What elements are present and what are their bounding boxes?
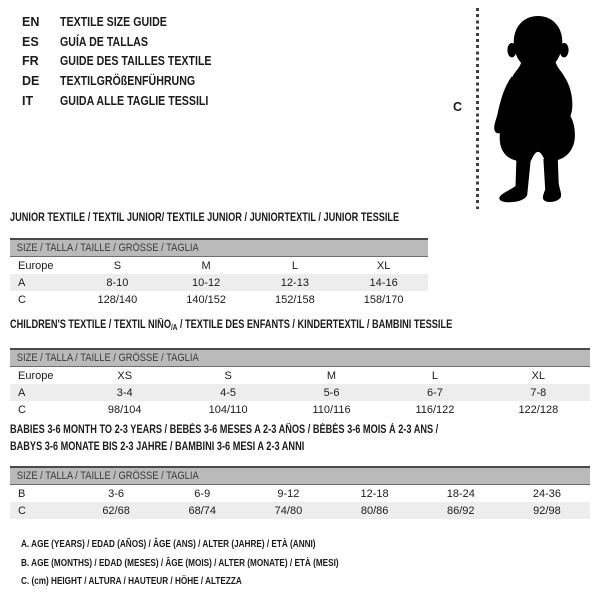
junior-size-table <box>10 238 428 308</box>
children-title-post: / TEXTILE DES ENFANTS / KINDERTEXTIL / BAMBINI TESSILE <box>177 319 453 331</box>
size-cell: 5-6 <box>323 386 340 399</box>
size-cell: 3-4 <box>116 386 133 399</box>
measure-c-label: C <box>453 100 463 114</box>
height-dotted-line <box>476 8 479 209</box>
table-row <box>10 401 590 418</box>
language-label: GUÍA DE TALLAS <box>60 34 148 49</box>
table-row <box>10 502 590 519</box>
size-cell: 74/80 <box>274 504 303 517</box>
children-title-sub: /A <box>170 323 178 332</box>
table-row <box>10 485 590 502</box>
size-cell: S <box>224 369 232 382</box>
size-cell: 14-16 <box>369 276 398 289</box>
language-row <box>22 91 238 111</box>
language-code: ES <box>22 34 39 49</box>
legend-note-text: A. AGE (YEARS) / EDAD (AÑOS) / ÂGE (ANS) / ALTER (JAHRE) / ETÀ (ANNI) <box>21 538 316 551</box>
row-label: C <box>18 504 26 517</box>
language-code: IT <box>22 93 34 108</box>
size-cell: 68/74 <box>188 504 217 517</box>
language-label: GUIDA ALLE TAGLIE TESSILI <box>60 93 209 108</box>
size-band-label: SIZE / TALLA / TAILLE / GRÖSSE / TAGLIA <box>16 470 199 482</box>
language-row <box>22 32 238 52</box>
language-list <box>22 12 238 110</box>
size-cell: 6-9 <box>194 487 211 500</box>
size-cell: 152/158 <box>274 293 315 306</box>
babies-size-table <box>10 466 590 519</box>
size-cell: 62/68 <box>102 504 130 517</box>
legend-note-text: B. AGE (MONTHS) / EDAD (MESES) / ÂGE (MOIS) / ALTER (MONATE) / ETÀ (MESI) <box>21 556 339 569</box>
row-label: C <box>18 293 26 306</box>
size-cell: 104/110 <box>208 403 248 416</box>
row-label: C <box>18 403 26 416</box>
size-cell: 116/122 <box>415 403 455 416</box>
junior-title-text: JUNIOR TEXTILE / TEXTIL JUNIOR/ TEXTILE JUNIOR / JUNIORTEXTIL / JUNIOR TESSILE <box>10 212 400 224</box>
size-cell: 110/116 <box>312 403 351 416</box>
junior-table-title <box>10 210 399 227</box>
legend-note-text: C. (cm) HEIGHT / ALTURA / HAUTEUR / HÖHE / ALTEZZA <box>21 575 242 588</box>
size-cell: L <box>291 259 298 272</box>
row-label: Europe <box>18 259 54 272</box>
legend-note <box>21 572 428 591</box>
size-cell: S <box>113 259 122 272</box>
babies-title-line1: BABIES 3-6 MONTH TO 2-3 YEARS / BEBÉS 3-6 MESES A 2-3 AÑOS / BÉBÉS 3-6 MOIS À 2-3 ANS / <box>10 424 439 436</box>
size-cell: 158/170 <box>363 293 404 306</box>
size-band-label: SIZE / TALLA / TAILLE / GRÖSSE / TAGLIA <box>16 352 199 364</box>
language-row <box>22 51 238 71</box>
size-cell: M <box>201 259 211 272</box>
children-table-title <box>10 317 452 337</box>
table-row <box>10 274 428 291</box>
row-label: B <box>18 487 26 500</box>
table-row <box>10 291 428 308</box>
language-label: TEXTILGRÖßENFÜHRUNG <box>60 73 196 88</box>
size-cell: 3-6 <box>108 487 125 500</box>
size-cell: 18-24 <box>446 487 475 500</box>
size-cell: 80/86 <box>360 504 389 517</box>
size-cell: XL <box>376 259 391 272</box>
language-code: EN <box>22 14 40 29</box>
language-label: GUIDE DES TAILLES TEXTILE <box>60 54 212 69</box>
row-label: A <box>18 276 26 289</box>
size-cell: 9-12 <box>277 487 300 500</box>
size-cell: M <box>326 369 337 382</box>
size-cell: XS <box>117 369 133 382</box>
size-cell: 86/92 <box>447 504 475 517</box>
row-label: Europe <box>18 369 54 382</box>
size-cell: 6-7 <box>426 386 443 399</box>
size-cell: 128/140 <box>97 293 138 306</box>
size-band <box>10 238 428 257</box>
size-figure <box>440 2 598 217</box>
children-size-table <box>10 348 590 418</box>
babies-table-title <box>10 422 438 455</box>
size-cell: XL <box>531 369 546 382</box>
table-row <box>10 367 590 384</box>
language-row <box>22 12 238 32</box>
language-label: TEXTILE SIZE GUIDE <box>60 14 167 29</box>
size-band <box>10 348 590 367</box>
size-cell: 8-10 <box>106 276 129 289</box>
size-cell: 4-5 <box>220 386 237 399</box>
size-cell: 12-18 <box>360 487 389 500</box>
size-cell: 7-8 <box>530 386 547 399</box>
legend-notes <box>21 535 428 591</box>
size-cell: 122/128 <box>518 403 559 416</box>
language-code: FR <box>22 54 39 69</box>
table-row <box>10 257 428 274</box>
size-cell: 140/152 <box>186 293 226 306</box>
size-band <box>10 466 590 485</box>
size-cell: L <box>431 369 438 382</box>
babies-title-line2: BABYS 3-6 MONATE BIS 2-3 JAHRE / BAMBINI 3-6 MESI A 2-3 ANNI <box>10 440 305 453</box>
legend-note <box>21 554 428 573</box>
size-cell: 92/98 <box>533 504 561 517</box>
size-band-label: SIZE / TALLA / TAILLE / GRÖSSE / TAGLIA <box>16 242 199 254</box>
row-label: A <box>18 386 26 399</box>
children-title-pre: CHILDREN'S TEXTILE / TEXTIL NIÑO <box>10 319 171 331</box>
legend-note <box>21 535 428 554</box>
baby-silhouette-icon <box>484 5 592 215</box>
table-row <box>10 384 590 401</box>
size-cell: 98/104 <box>107 403 142 416</box>
language-code: DE <box>22 73 40 88</box>
language-row <box>22 71 238 91</box>
size-cell: 12-13 <box>280 276 309 289</box>
size-cell: 10-12 <box>192 276 221 289</box>
size-cell: 24-36 <box>532 487 562 500</box>
